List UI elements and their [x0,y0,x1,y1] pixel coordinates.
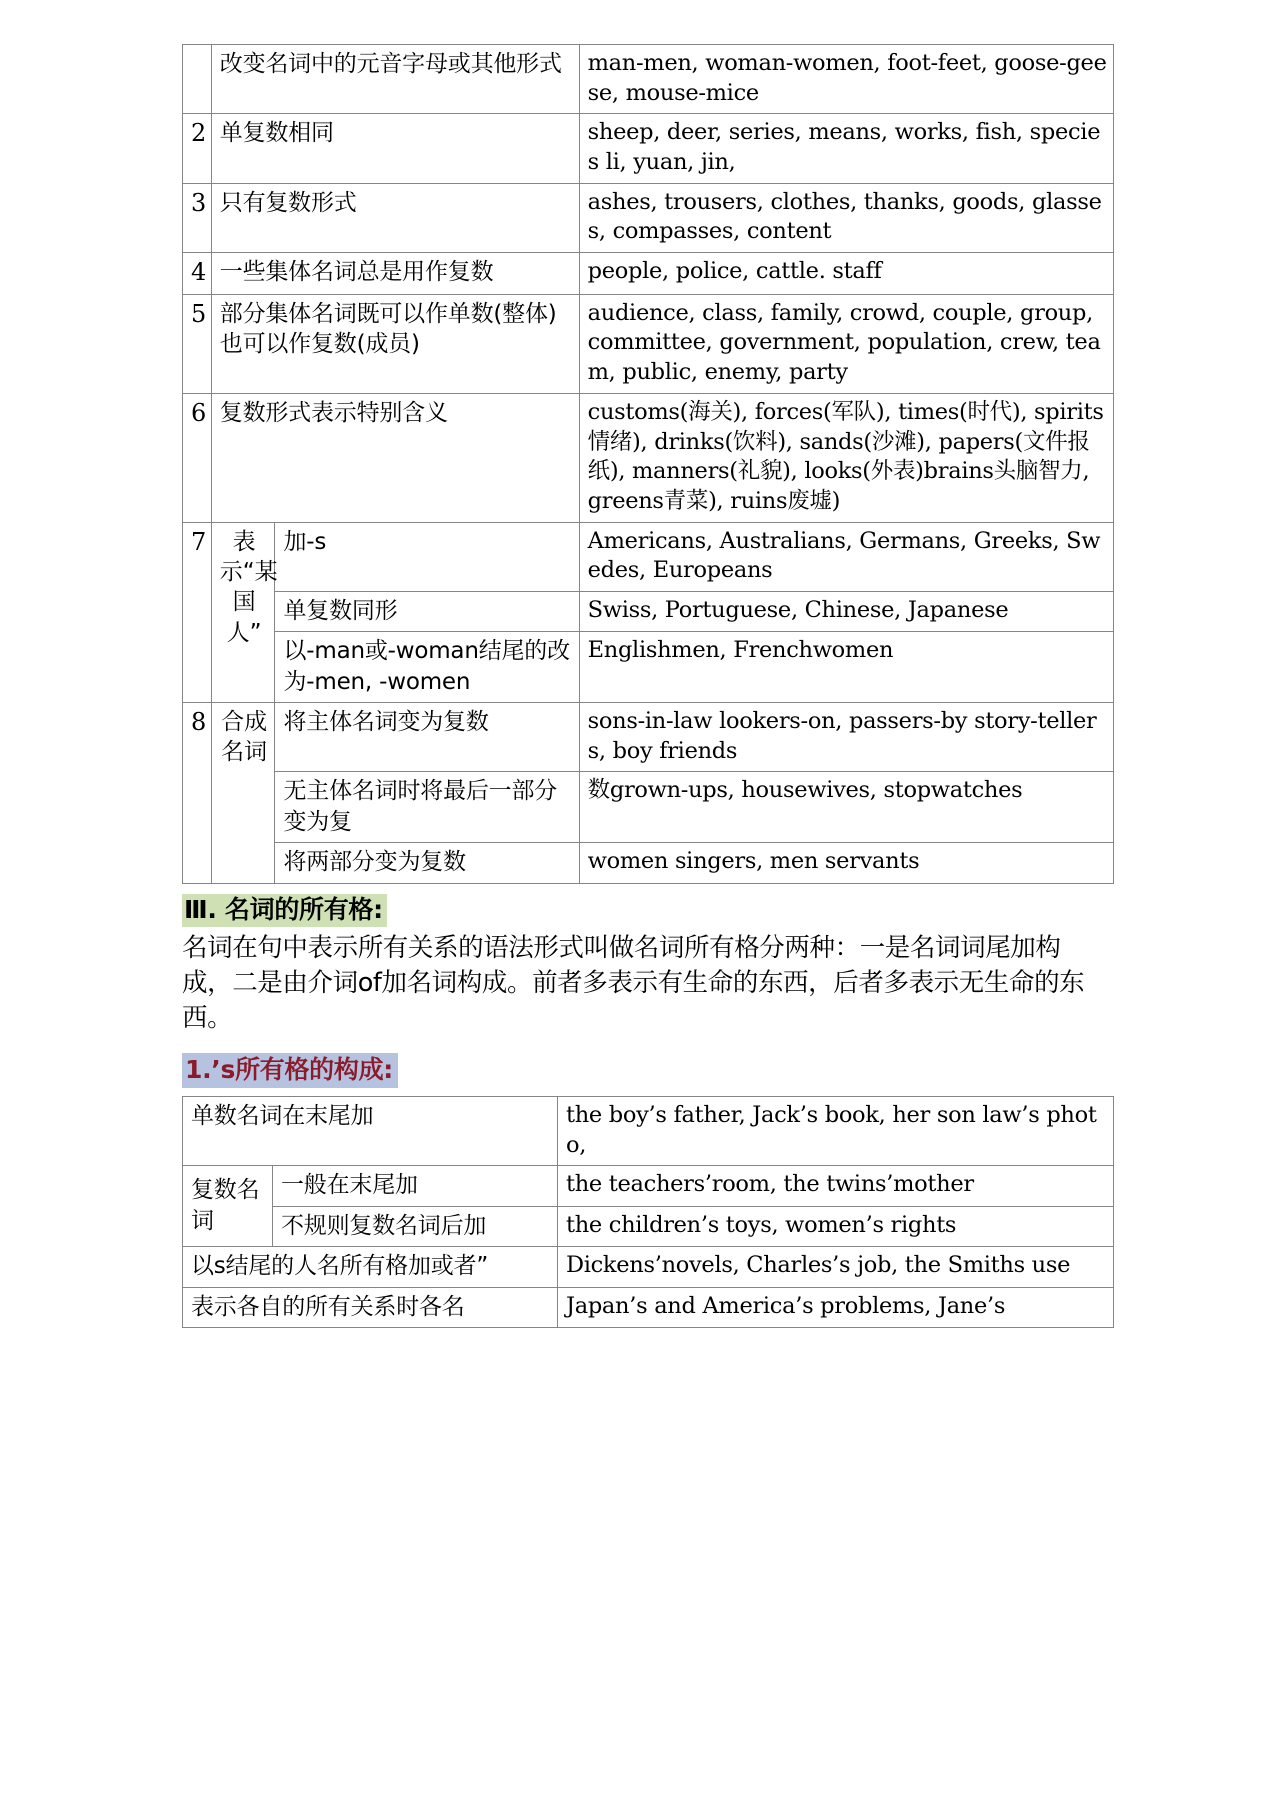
group-label: 合成名词 [211,703,275,883]
table-row [183,591,1114,631]
subrow-description: 无主体名词时将最后一部分变为复 [275,772,579,843]
row-examples: sheep, deer, series, means, works, fish, species li, yuan, jin, [579,114,1113,183]
table-row [183,1206,1114,1246]
possessive-table-wrapper [182,1096,1113,1328]
table-row [183,1287,1114,1327]
row-number: 8 [183,703,212,883]
subrow-description: 加-s [275,522,579,591]
subrow-description: 以-man或-woman结尾的改为-men, -women [275,632,579,703]
row-description: 改变名词中的元音字母或其他形式 [211,45,579,114]
group-label: 表示“某国人” [211,522,275,702]
plural-rules-table-wrapper [182,44,1106,884]
subrow-examples: the teachers’room, the twins’mother [558,1166,1114,1206]
row-examples: man-men, woman-women, foot-feet, goose-geese, mouse-mice [579,45,1113,114]
table-row [183,294,1114,393]
table-row [183,114,1114,183]
table-row [183,183,1114,252]
subrow-description: 将两部分变为复数 [275,843,579,883]
subrow-examples: Englishmen, Frenchwomen [579,632,1113,703]
subrow-description: 将主体名词变为复数 [275,703,579,772]
row-number: 5 [183,294,212,393]
subrow-description: 单复数同形 [275,591,579,631]
table-row [183,843,1114,883]
row-description: 只有复数形式 [211,183,579,252]
subrow-examples: the children’s toys, women’s rights [558,1206,1114,1246]
row-examples: audience, class, family, crowd, couple, group, committee, government, population, crew, team, public, enemy, party [579,294,1113,393]
row-description: 一些集体名词总是用作复数 [211,253,579,295]
table-row [183,393,1114,522]
group-label: 复数名词 [183,1166,273,1247]
subsection-heading-s-possessive: 1.’s所有格的构成: [182,1053,398,1089]
section-paragraph-possessive: 名词在句中表示所有关系的语法形式叫做名词所有格分两种：一是名词词尾加构成，二是由介词of加名词构成。前者多表示有生命的东西，后者多表示无生命的东西。 [182,933,1085,1034]
section-possessive [174,884,1106,1037]
subrow-examples: women singers, men servants [579,843,1113,883]
row-examples: ashes, trousers, clothes, thanks, goods, glasses, compasses, content [579,183,1113,252]
row-examples: customs(海关), forces(军队), times(时代), spirits情绪), drinks(饮料), sands(沙滩), papers(文件报纸), manners(礼貌), looks(外表)brains头脑智力, greens青菜), ruins废墟) [579,393,1113,522]
row-examples: the boy’s father, Jack’s book, her son law’s photo, [558,1097,1114,1166]
subrow-examples: 数grown-ups, housewives, stopwatches [579,772,1113,843]
row-description: 部分集体名词既可以作单数(整体)也可以作复数(成员) [211,294,579,393]
table-row [183,703,1114,772]
table-row [183,45,1114,114]
page-content [174,0,1106,1328]
row-number: 7 [183,522,212,702]
row-number: 2 [183,114,212,183]
row-description: 复数形式表示特别含义 [211,393,579,522]
table-row [183,1097,1114,1166]
row-description: 单数名词在末尾加 [183,1097,558,1166]
subrow-description: 一般在末尾加 [273,1166,558,1206]
row-description: 以s结尾的人名所有格加或者” [183,1247,558,1287]
table-row [183,253,1114,295]
row-number [183,45,212,114]
possessive-table [182,1096,1114,1328]
table-row [183,1166,1114,1206]
subrow-description: 不规则复数名词后加 [273,1206,558,1246]
row-description: 表示各自的所有关系时各名 [183,1287,558,1327]
plural-rules-table [182,44,1114,884]
table-row [183,772,1114,843]
subrow-examples: Swiss, Portuguese, Chinese, Japanese [579,591,1113,631]
row-number: 4 [183,253,212,295]
row-number: 3 [183,183,212,252]
section-heading-possessive: Ⅲ. 名词的所有格: [182,894,387,928]
row-description: 单复数相同 [211,114,579,183]
row-examples: Japan’s and America’s problems, Jane’s [558,1287,1114,1327]
table-row [183,632,1114,703]
subrow-examples: Americans, Australians, Germans, Greeks, Swedes, Europeans [579,522,1113,591]
subrow-examples: sons-in-law lookers-on, passers-by story-tellers, boy friends [579,703,1113,772]
row-number: 6 [183,393,212,522]
row-examples: people, police, cattle. staff [579,253,1113,295]
table-row [183,1247,1114,1287]
row-examples: Dickens’novels, Charles’s job, the Smiths use [558,1247,1114,1287]
table-row [183,522,1114,591]
